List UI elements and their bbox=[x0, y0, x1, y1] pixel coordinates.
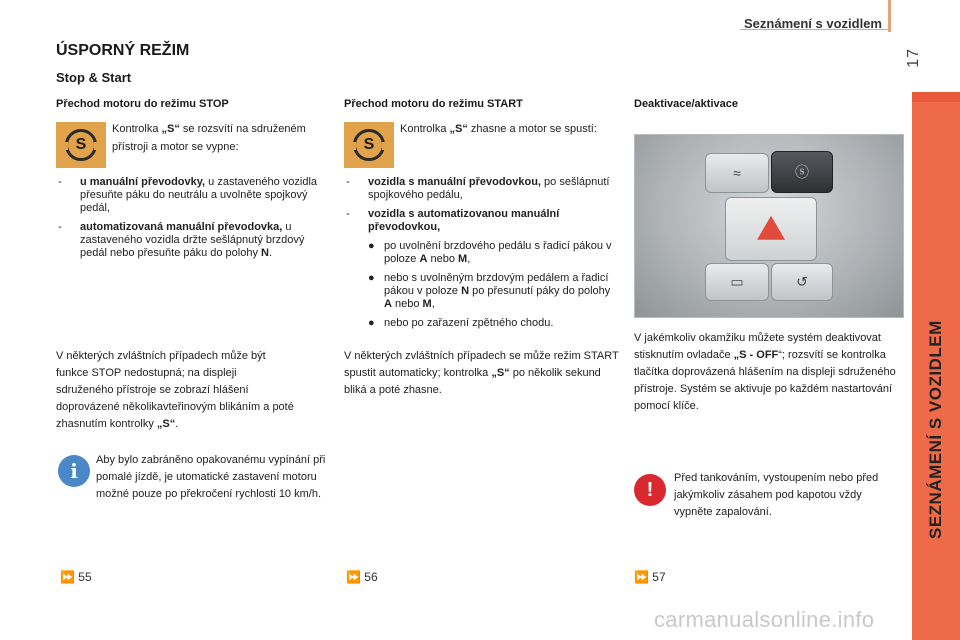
stop-indicator-text: Kontrolka „S“ se rozsvítí na sdruženém přístroji a motor se vypne: bbox=[112, 123, 306, 153]
start-conditions-list bbox=[344, 176, 616, 336]
page-title: ÚSPORNÝ REŽIM bbox=[56, 42, 190, 59]
warning-icon: ! bbox=[634, 474, 666, 506]
recirculation-button: ↺ bbox=[771, 263, 833, 301]
section-title: Seznámení s vozidlem bbox=[744, 16, 882, 31]
page-reference-link[interactable]: ⏩ 56 bbox=[346, 570, 378, 584]
stop-conditions-list bbox=[56, 176, 326, 266]
dashboard-switch-photo bbox=[634, 134, 904, 318]
watermark: carmanualsonline.info bbox=[654, 607, 875, 632]
stop-start-indicator-icon: S bbox=[56, 122, 106, 168]
stop-start-indicator-icon: S bbox=[344, 122, 394, 168]
list-item: - vozidla s manuální převodovkou, po sešlápnutí spojkového pedálu, bbox=[346, 176, 610, 201]
header-accent-bar bbox=[888, 0, 891, 32]
sub-list-item: ● nebo s uvolněným brzdovým pedálem a řadicí pákou v poloze N po přesunutí páky do polohy A nebo M, bbox=[368, 272, 611, 310]
info-icon: i bbox=[58, 455, 90, 487]
warning-note: Před tankováním, vystoupením nebo před jakýmkoliv zásahem pod kapotou vždy vypněte zapalování. bbox=[674, 472, 879, 518]
info-note: Aby bylo zabráněno opakovanému vypínání při pomalé jízdě, je utomatické zastavení motoru možné pouze po překročení rychlosti 10 km/h. bbox=[96, 454, 326, 500]
hazard-button bbox=[725, 197, 817, 261]
chapter-tab-label: SEZNÁMENÍ S VOZIDLEM bbox=[926, 320, 945, 540]
page-reference-link[interactable]: ⏩ 55 bbox=[60, 570, 92, 584]
page-number: 17 bbox=[905, 48, 922, 68]
deactivation-heading: Deaktivace/aktivace bbox=[634, 98, 738, 110]
stop-mode-heading: Přechod motoru do režimu STOP bbox=[56, 98, 229, 110]
s-off-button: ⓢ bbox=[771, 151, 833, 193]
list-item: - automatizovaná manuální převodovka, u zastaveného vozidla držte sešlápnutý brzdový pedál nebo přesuňte páku do polohy N. bbox=[58, 221, 305, 259]
sub-list-item: ● po uvolnění brzdového pedálu s řadicí pákou v poloze A nebo M, bbox=[368, 240, 612, 265]
start-mode-heading: Přechod motoru do režimu START bbox=[344, 98, 523, 110]
list-item: - u manuální převodovky, u zastaveného vozidla přesuňte páku do neutrálu a uvolněte spojkový pedál, bbox=[58, 176, 318, 214]
section-subtitle: Stop & Start bbox=[56, 70, 132, 85]
esp-button: ≈ bbox=[705, 153, 769, 193]
start-auto-note: V některých zvláštních případech se může režim START spustit automaticky; kontrolka „S“ po několik sekund bliká a poté zhasne. bbox=[344, 350, 619, 396]
page-reference-link[interactable]: ⏩ 57 bbox=[634, 570, 666, 584]
list-item: - vozidla s automatizovanou manuální převodovkou, bbox=[346, 208, 560, 233]
deactivation-note: V jakémkoliv okamžiku můžete systém deaktivovat stisknutím ovladače „S - OFF“; rozsvítí se kontrolka tlačítka doprovázená hlášením na displeji sdruženého přístroje. Systém se aktivuje po každém nastartování pomocí klíče. bbox=[634, 332, 896, 412]
rear-defrost-button: ▭ bbox=[705, 263, 769, 301]
start-indicator-text: Kontrolka „S“ zhasne a motor se spustí: bbox=[400, 123, 597, 135]
stop-unavailable-note: V některých zvláštních případech může být funkce STOP nedostupná; na displeji sdruženého přístroje se zobrazí hlášení doprovázené několikavteřinovým blikáním a poté zhasnutím kontrolky „S“. bbox=[56, 350, 294, 430]
chapter-tab-top bbox=[912, 92, 960, 102]
sub-list-item: ● nebo po zařazení zpětného chodu. bbox=[368, 317, 554, 329]
